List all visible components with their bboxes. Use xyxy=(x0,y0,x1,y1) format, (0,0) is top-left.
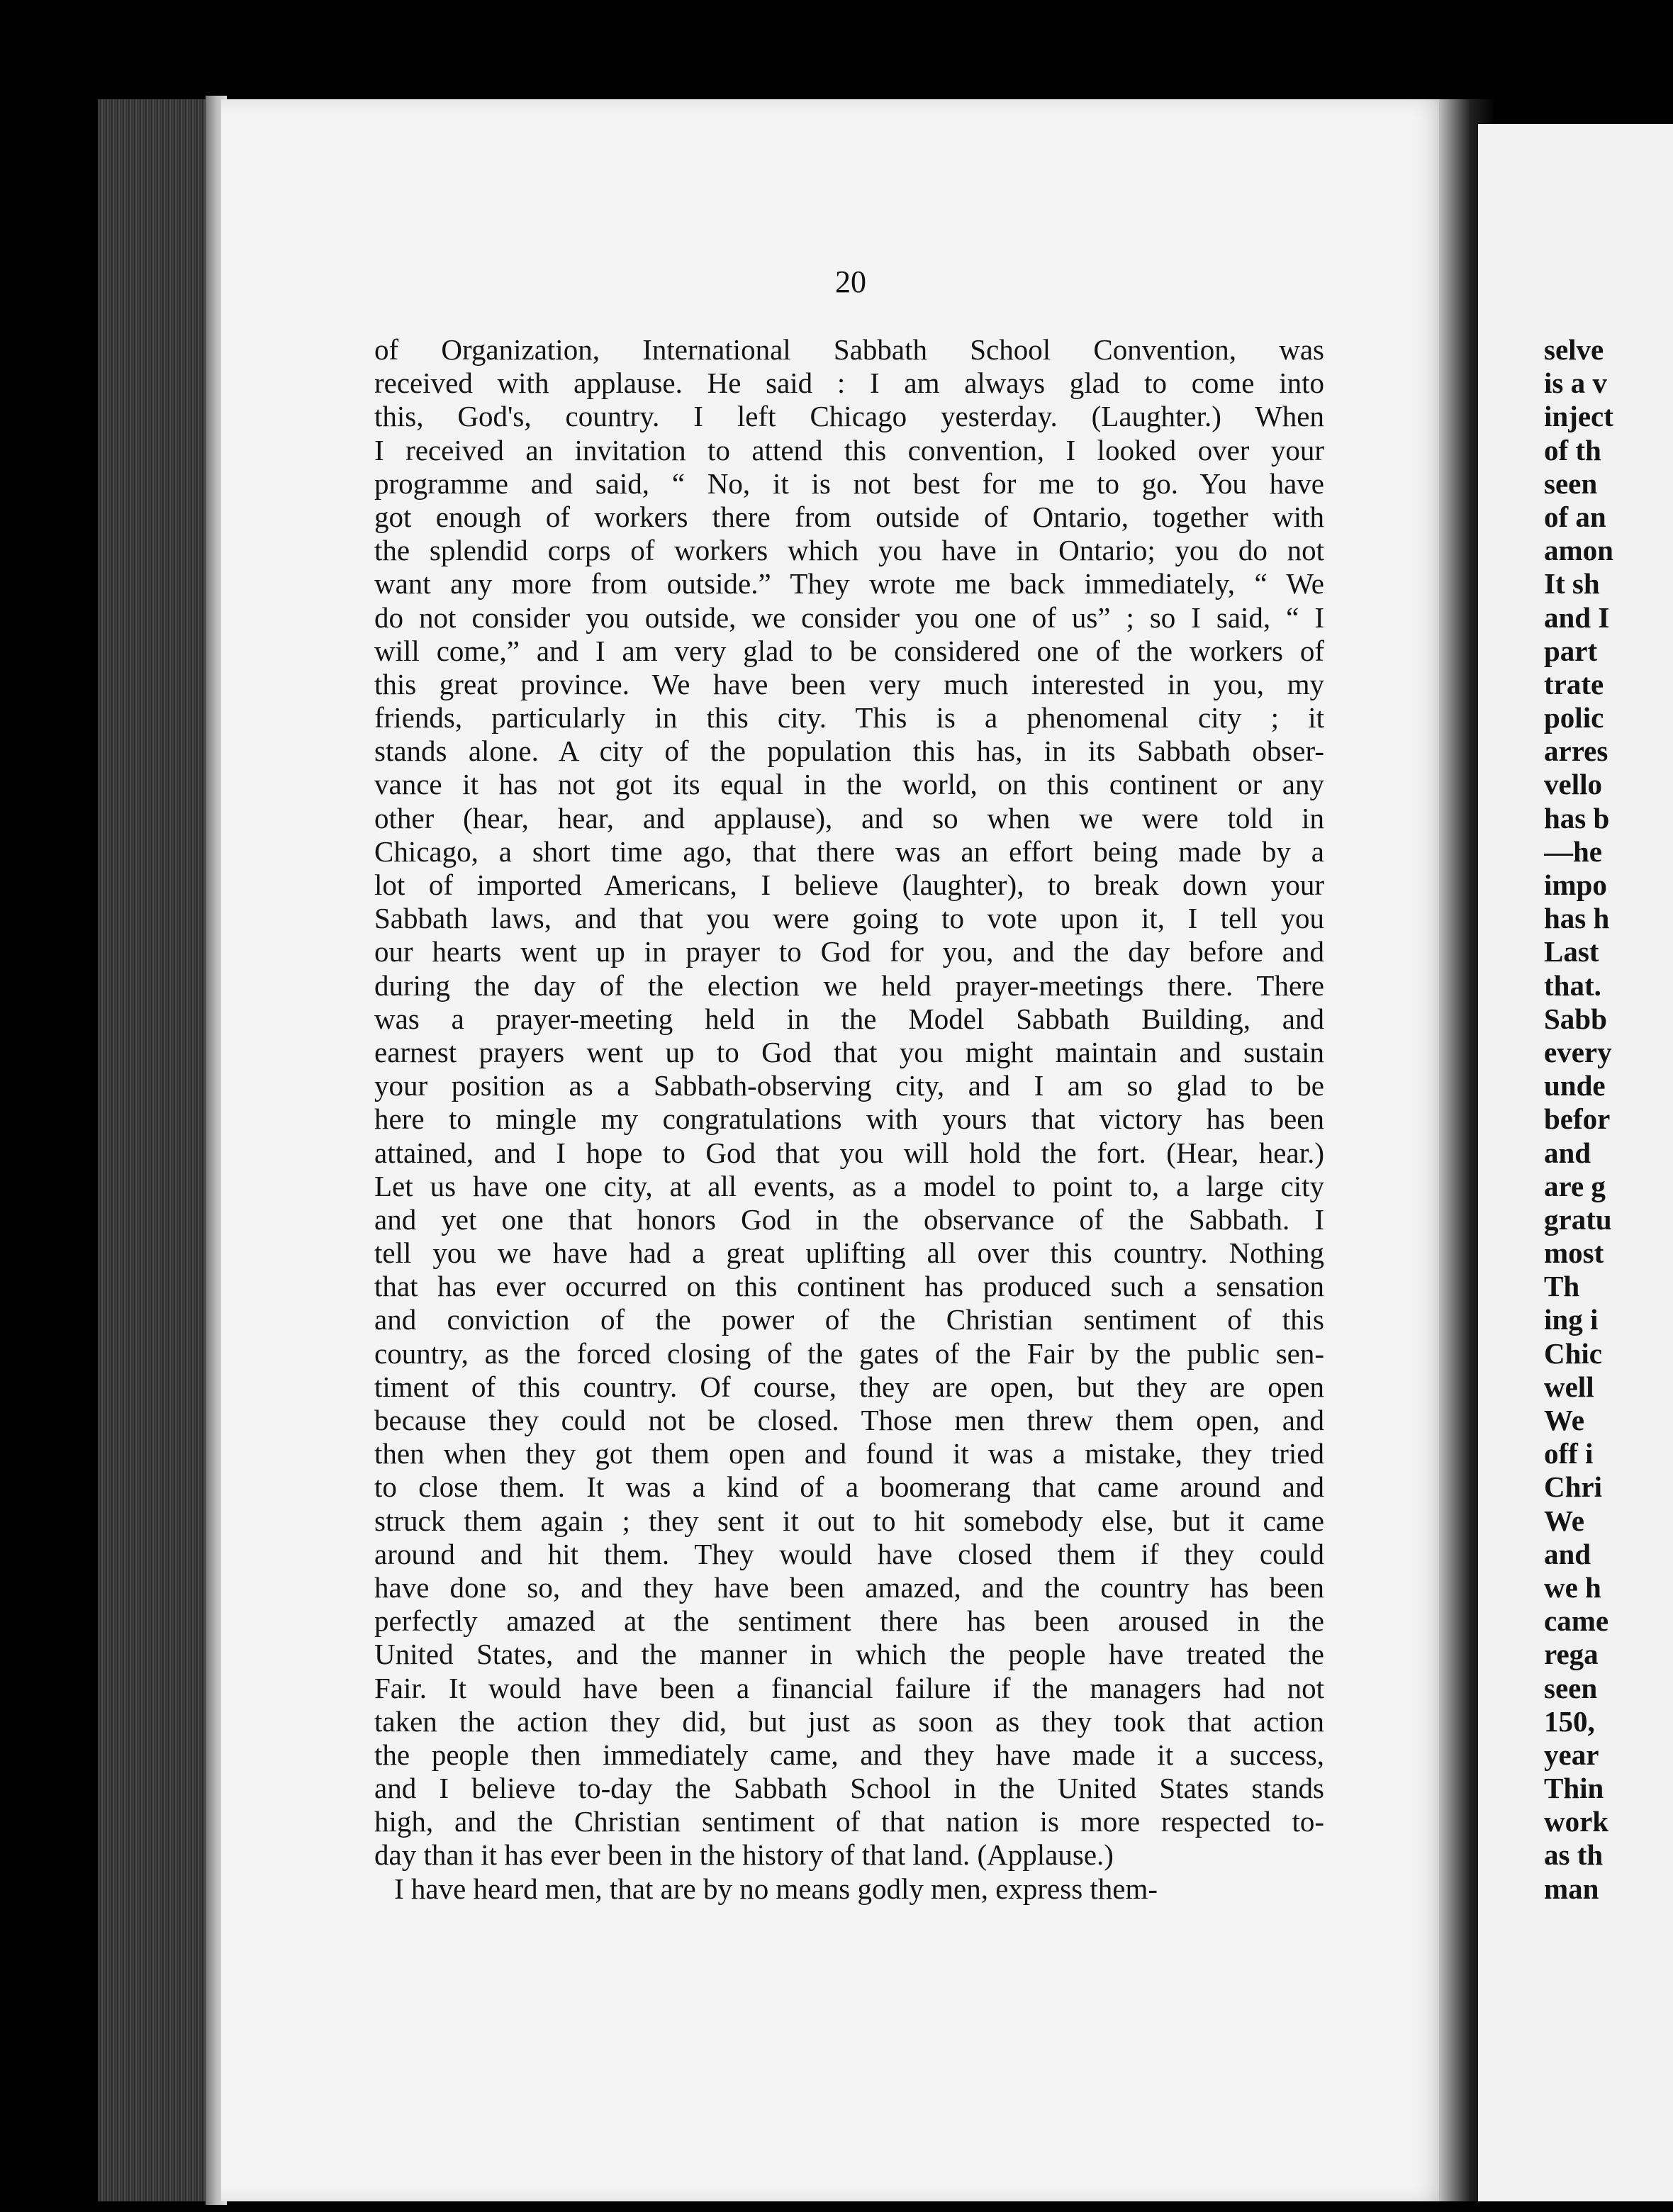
facing-text-line: —he xyxy=(1544,834,1602,868)
facing-text-line: and xyxy=(1544,1537,1591,1570)
text-line: taken the action they did, but just as soon as they took that action xyxy=(374,1704,1324,1738)
text-line: have done so, and they have been amazed, and the country has been xyxy=(374,1570,1324,1604)
text-line: around and hit them. They would have closed them if they could xyxy=(374,1537,1324,1570)
text-line: and I believe to-day the Sabbath School in the United States stands xyxy=(374,1772,1324,1805)
facing-text-line: and I xyxy=(1544,601,1610,634)
facing-text-line: seen xyxy=(1544,467,1598,500)
facing-text-line: that. xyxy=(1544,968,1601,1002)
facing-text-line: arres xyxy=(1544,734,1608,768)
facing-text-line: part xyxy=(1544,634,1598,667)
text-line: then when they got them open and found it was a mistake, they tried xyxy=(374,1437,1324,1470)
text-line: tell you we have had a great uplifting all over this country. Nothing xyxy=(374,1236,1324,1270)
text-line: lot of imported Americans, I believe (laughter), to break down your xyxy=(374,868,1324,901)
facing-text-line: 150, xyxy=(1544,1704,1595,1738)
facing-text-line: unde xyxy=(1544,1069,1606,1102)
facing-text-line: of th xyxy=(1544,433,1601,467)
facing-text-line: Sabb xyxy=(1544,1002,1607,1035)
text-line: Chicago, a short time ago, that there was an effort being made by a xyxy=(374,834,1324,868)
facing-page-text xyxy=(1544,333,1673,1906)
text-line: programme and said, “ No, it is not best for me to go. You have xyxy=(374,467,1324,500)
text-line: the splendid corps of workers which you have in Ontario; you do not xyxy=(374,534,1324,567)
text-line: do not consider you outside, we consider you one of us” ; so I said, “ I xyxy=(374,601,1324,634)
facing-text-line: and xyxy=(1544,1136,1591,1169)
facing-text-line: befor xyxy=(1544,1102,1611,1136)
text-line: this great province. We have been very much interested in you, my xyxy=(374,667,1324,700)
text-line: and yet one that honors God in the observance of the Sabbath. I xyxy=(374,1202,1324,1236)
text-line: want any more from outside.” They wrote me back immediately, “ We xyxy=(374,567,1324,601)
text-line: the people then immediately came, and they have made it a success, xyxy=(374,1738,1324,1771)
facing-text-line: off i xyxy=(1544,1437,1594,1470)
text-line: high, and the Christian sentiment of that nation is more respected to- xyxy=(374,1805,1324,1838)
facing-text-line: impo xyxy=(1544,868,1607,901)
text-line: got enough of workers there from outside of Ontario, together with xyxy=(374,500,1324,533)
text-line: country, as the forced closing of the gates of the Fair by the public sen- xyxy=(374,1336,1324,1370)
facing-text-line: every xyxy=(1544,1035,1612,1068)
facing-text-line: We xyxy=(1544,1404,1584,1436)
facing-text-line: trate xyxy=(1544,667,1604,700)
text-line: vance it has not got its equal in the world, on this continent or any xyxy=(374,768,1324,801)
facing-text-line: Chic xyxy=(1544,1336,1602,1370)
book-page-edges xyxy=(98,99,222,2201)
text-line: will come,” and I am very glad to be considered one of the workers of xyxy=(374,634,1324,667)
text-line: that has ever occurred on this continent has produced such a sensation xyxy=(374,1270,1324,1303)
text-line: Sabbath laws, and that you were going to vote upon it, I tell you xyxy=(374,902,1324,935)
facing-text-line: Th xyxy=(1544,1270,1580,1303)
text-line: stands alone. A city of the population this has, in its Sabbath obser- xyxy=(374,734,1324,768)
text-line: timent of this country. Of course, they are open, but they are open xyxy=(374,1370,1324,1403)
facing-text-line: we h xyxy=(1544,1570,1601,1604)
text-line: our hearts went up in prayer to God for you, and the day before and xyxy=(374,935,1324,968)
text-line: of Organization, International Sabbath School Convention, was xyxy=(374,333,1324,366)
body-text xyxy=(374,333,1324,1906)
facing-text-line: as th xyxy=(1544,1838,1604,1872)
text-line: received with applause. He said : I am always glad to come into xyxy=(374,367,1324,400)
text-line: I received an invitation to attend this convention, I looked over your xyxy=(374,433,1324,467)
facing-text-line: amon xyxy=(1544,534,1613,567)
facing-text-line: is a v xyxy=(1544,367,1607,400)
text-line: I have heard men, that are by no means godly men, express them- xyxy=(394,1872,1158,1905)
facing-text-line: It sh xyxy=(1544,567,1600,601)
text-line: was a prayer-meeting held in the Model Sabbath Building, and xyxy=(374,1002,1324,1035)
facing-text-line: We xyxy=(1544,1504,1584,1537)
facing-text-line: gratu xyxy=(1544,1202,1612,1236)
facing-text-line: has h xyxy=(1544,902,1610,935)
text-line: attained, and I hope to God that you will hold the fort. (Hear, hear.) xyxy=(374,1136,1324,1169)
text-line: earnest prayers went up to God that you might maintain and sustain xyxy=(374,1035,1324,1068)
text-line: United States, and the manner in which the people have treated the xyxy=(374,1638,1324,1671)
page-number: 20 xyxy=(835,264,866,299)
text-line: here to mingle my congratulations with yours that victory has been xyxy=(374,1102,1324,1136)
text-line: other (hear, hear, and applause), and so when we were told in xyxy=(374,801,1324,834)
facing-text-line: man xyxy=(1544,1872,1599,1905)
facing-text-line: of an xyxy=(1544,500,1606,533)
facing-text-line: polic xyxy=(1544,701,1604,734)
facing-text-line: ing i xyxy=(1544,1303,1599,1336)
text-line: Let us have one city, at all events, as a model to point to, a large city xyxy=(374,1169,1324,1202)
facing-text-line: came xyxy=(1544,1604,1609,1638)
facing-text-line: Chri xyxy=(1544,1470,1602,1504)
facing-text-line: well xyxy=(1544,1370,1594,1403)
text-line: struck them again ; they sent it out to hit somebody else, but it came xyxy=(374,1504,1324,1537)
text-line: and conviction of the power of the Christian sentiment of this xyxy=(374,1303,1324,1336)
text-line: this, God's, country. I left Chicago yesterday. (Laughter.) When xyxy=(374,400,1324,433)
text-line: day than it has ever been in the history of that land. (Applause.) xyxy=(374,1838,1114,1872)
text-line: friends, particularly in this city. This is a phenomenal city ; it xyxy=(374,701,1324,734)
facing-text-line: selve xyxy=(1544,333,1604,366)
facing-text-line: Thin xyxy=(1544,1772,1604,1805)
facing-text-line: inject xyxy=(1544,400,1613,433)
text-line: Fair. It would have been a financial failure if the managers had not xyxy=(374,1671,1324,1704)
text-line: because they could not be closed. Those men threw them open, and xyxy=(374,1404,1324,1436)
facing-text-line: vello xyxy=(1544,768,1602,801)
facing-text-line: seen xyxy=(1544,1671,1598,1704)
text-line: perfectly amazed at the sentiment there has been aroused in the xyxy=(374,1604,1324,1638)
text-line: during the day of the election we held prayer-meetings there. There xyxy=(374,968,1324,1002)
text-line: your position as a Sabbath-observing city, and I am so glad to be xyxy=(374,1069,1324,1102)
facing-text-line: most xyxy=(1544,1236,1604,1270)
facing-text-line: Last xyxy=(1544,935,1599,968)
facing-text-line: has b xyxy=(1544,801,1610,834)
facing-text-line: work xyxy=(1544,1805,1609,1838)
facing-text-line: year xyxy=(1544,1738,1599,1771)
facing-text-line: are g xyxy=(1544,1169,1606,1202)
facing-text-line: rega xyxy=(1544,1638,1599,1671)
text-line: to close them. It was a kind of a boomerang that came around and xyxy=(374,1470,1324,1504)
